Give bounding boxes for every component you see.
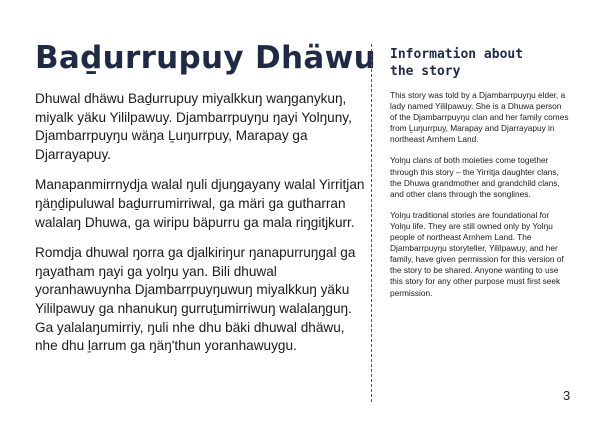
story-title: Baḏurrupuy Dhäwu [35,40,376,76]
sidebar-paragraph-2: Yolŋu clans of both moieties come together through this story – the Yirritja daughter clans, the Dhuwa grandmother and grandchild clans, and other clans through the songlines. [390,155,560,199]
page-number: 3 [563,388,571,403]
info-sidebar [390,46,570,309]
story-paragraph-1: Dhuwal dhäwu Baḏurrupuy miyalkkuŋ waŋganykuŋ, miyalk yäku Yililpawuy. Djambarrpuyŋu ŋayi Yolŋuny, Djambarrpuyŋu wäŋa Ḻuŋurrpuy, Marapay ga Djarrayapuy. [35,91,352,162]
story-paragraph-3: Romdja dhuwal ŋorra ga djalkiriŋur ŋanapurruŋgal ga ŋayatham ŋayi ga yolŋu yan. Bili dhuwal yoranhawuynha Djambarrpuyŋuwuŋ miyalkkuŋ yäku Yililpawuy ga nhanukuŋ gurruṯumirriwuŋ walalaŋguŋ. Ga yalalaŋumirriy, ŋuli nhe dhu bäki dhuwal dhäwu, nhe dhu ḻarrum ga ŋäŋ'thun yoranhawuygu. [35,245,356,354]
sidebar-paragraph-3: Yolŋu traditional stories are foundational for Yolŋu life. They are still owned only by Yolŋu people of northeast Arnhem Land. The Djambarrpuyŋu storyteller, Yililpawuy, and her family, have given permission for this version of the story to be shared. Anyone wanting to use this story for any other purpose must first seek permission. [390,209,564,298]
story-paragraph-2: Manapanmirrnydja walal ŋuli djuŋgayany walal Yirritjan ŋäṉḏipuluwal baḏurrumirriwal, ga märi ga gutharran walalaŋ Dhuwa, ga wiripu bäpurru ga mala riŋgitjkurr. [35,177,365,230]
sidebar-paragraph-1: This story was told by a Djambarrpuyŋu elder, a lady named Yililpawuy. She is a Dhuwa person of the Djambarrpuyŋu clan and her family comes from Ḻuŋurrpuy, Marapay and Djarrayapuy in northeast Arnhem Land. [390,90,569,145]
sidebar-title: Information about the story [390,47,524,79]
main-story-column [35,38,376,368]
column-divider [371,44,372,402]
